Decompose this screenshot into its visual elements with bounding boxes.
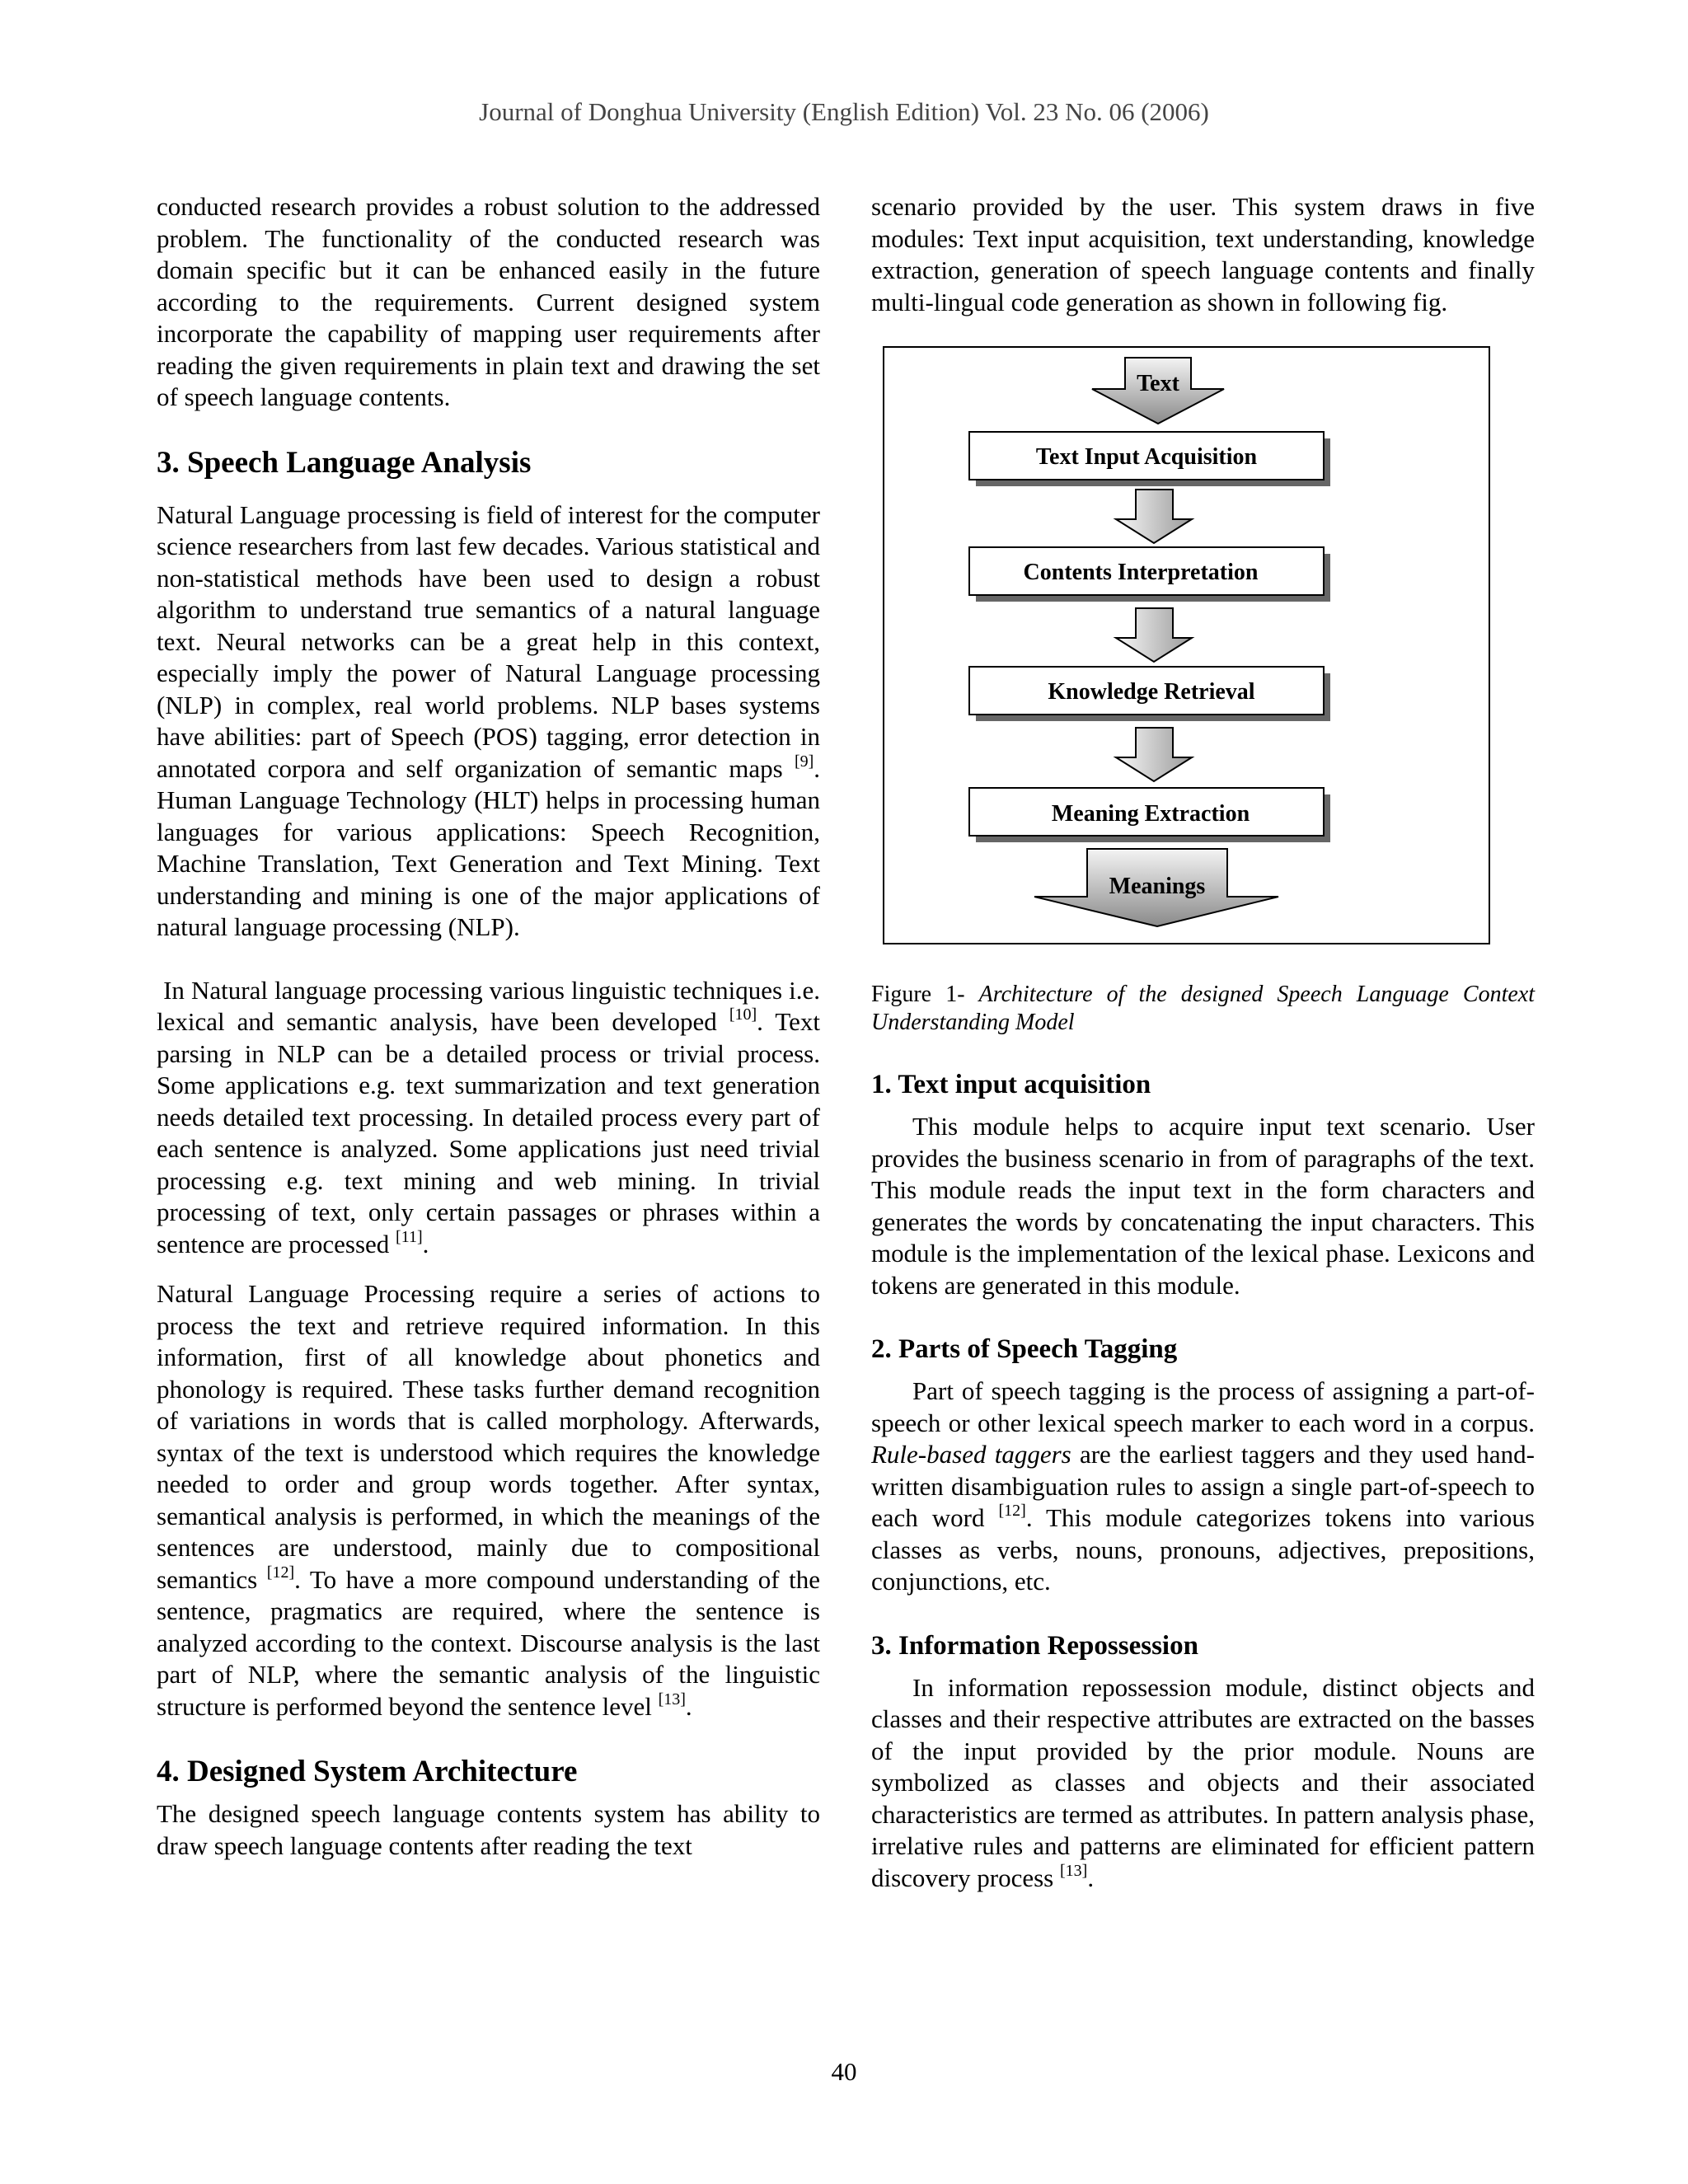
output-meanings-label: Meanings — [1109, 874, 1206, 899]
paragraph-intro-continued: conducted research provides a robust solution to the addressed problem. The functionality of the conducted research was domain specific but it can be enhanced easily in the future according to the requirements. Current designed system incorporate the capability of mapping user requirements after reading the given requirements in plain text and drawing the set of speech language contents. — [157, 192, 820, 411]
citation-ref: [9] — [794, 752, 814, 771]
architecture-diagram — [884, 348, 1489, 943]
paragraph-architecture-intro: The designed speech language contents system has ability to draw speech language contents after reading the text — [157, 1799, 820, 1860]
citation-ref: [10] — [729, 1005, 757, 1024]
flow-arrow — [1116, 608, 1192, 662]
text-segment: In Natural language processing various linguistic techniques i.e. lexical and semantic analysis, have been developed — [157, 975, 821, 1036]
module-label: Meaning Extraction — [1051, 801, 1250, 827]
text-segment: In information repossession module, distinct objects and classes and their respective attributes are extracted on the basses of the input provided by the prior module. Nouns are symbolized as classes and objects and their associated characteristics are termed as attributes. In pattern analysis phase, irrelative rules and patterns are eliminated for efficient pattern discovery process — [871, 1672, 1535, 1892]
output-meanings-arrow — [1034, 849, 1278, 926]
text-segment: are the earliest taggers and they used hand-written disambiguation rules to assign a single part-of-speech to each word — [871, 1440, 1535, 1532]
module-box-meaning-extraction — [969, 788, 1330, 842]
architecture-figure — [883, 346, 1490, 944]
paragraph-nlp-overview — [157, 499, 820, 944]
italic-term: Rule-based taggers — [871, 1440, 1071, 1469]
module-label: Contents Interpretation — [1023, 560, 1259, 585]
text-segment: . Human Language Technology (HLT) helps in processing human languages for various applications: Speech Recognition, Machine Translation, Text Generation and Text Mining. Text understanding and mining is one of the major applications of natural language processing (NLP). — [157, 753, 821, 941]
journal-header: Journal of Donghua University (English Edition) Vol. 23 No. 06 (2006) — [479, 97, 1209, 126]
subsection-heading-text-input-acquisition: 1. Text input acquisition — [871, 1070, 1151, 1099]
module-box-contents-interpretation — [969, 547, 1330, 602]
paragraph-information-repossession — [871, 1672, 1535, 1895]
caption-prefix: Figure 1- — [871, 982, 979, 1007]
paragraph-architecture-continued: scenario provided by the user. This system draws in five modules: Text input acquisition, text understanding, knowledge extraction, generation of speech language contents and finally multi-lingual code generation as shown in following fig. — [871, 192, 1535, 316]
text-segment: . This module categorizes tokens into various classes as verbs, nouns, pronouns, adjectives, prepositions, conjunctions, etc. — [871, 1503, 1535, 1596]
text-segment: . — [685, 1691, 692, 1721]
text-segment: Natural Language processing is field of interest for the computer science researchers from last few decades. Various statistical and non-statistical methods have been used to design a robust algorithm to understand true semantics of a natural language text. Neural networks can be a great help in this context, especially imply the power of Natural Language processing (NLP) in complex, real world problems. NLP bases systems have abilities: part of Speech (POS) tagging, error detection in annotated corpora and self organization of semantic maps — [157, 499, 820, 783]
paragraph-linguistic-techniques — [157, 975, 820, 1261]
subsection-heading-parts-of-speech-tagging: 2. Parts of Speech Tagging — [871, 1334, 1178, 1364]
citation-ref: [12] — [998, 1502, 1026, 1520]
citation-ref: [13] — [658, 1690, 686, 1708]
input-text-label: Text — [1137, 371, 1179, 396]
module-label: Text Input Acquisition — [1035, 444, 1258, 470]
flow-arrow — [1116, 728, 1192, 781]
text-segment: . Text parsing in NLP can be a detailed process or trivial process. Some applications e.g. text summarization and text generation needs detailed text processing. In detailed process every part of each sentence is analyzed. Some applications just need trivial processing e.g. text mining and web mining. In trivial processing of text, only certain passages or phrases within a sentence are processed — [157, 1007, 821, 1258]
citation-ref: [12] — [266, 1563, 295, 1582]
text-segment: Natural Language Processing require a series of actions to process the text and retrieve required information. In this information, first of all knowledge about phonetics and phonology is required. These tasks further demand recognition of variations in words that is called morphology. Afterwards, syntax of the text is understood which requires the knowledge needed to order and group words together. After syntax, semantical analysis is performed, in which the meanings of the sentences are understood, mainly due to compositional semantics — [157, 1279, 820, 1594]
module-label: Knowledge Retrieval — [1048, 679, 1255, 705]
text-segment: . To have a more compound understanding of the sentence, pragmatics are required, where the sentence is analyzed according to the context. Discourse analysis is the last part of NLP, where the semantic analysis of the linguistic structure is performed beyond the sentence level — [157, 1564, 820, 1721]
left-column — [157, 191, 820, 1862]
section-heading-speech-language-analysis: 3. Speech Language Analysis — [157, 445, 532, 480]
paragraph-pos-tagging — [871, 1376, 1535, 1598]
text-segment: . — [1087, 1863, 1095, 1892]
text-segment: Part of speech tagging is the process of assigning a part-of-speech or other lexical speech marker to each word in a corpus. — [871, 1376, 1535, 1437]
citation-ref: [11] — [396, 1227, 423, 1246]
subsection-heading-information-repossession: 3. Information Repossession — [871, 1630, 1198, 1661]
paragraph-text-input-acquisition: This module helps to acquire input text scenario. User provides the business scenario in from of paragraphs of the text. This module reads the input text in the form characters and generates the words by concatenating the input characters. This module is the implementation of the lexical phase. Lexicons and tokens are generated in this module. — [871, 1112, 1535, 1300]
page-number: 40 — [831, 2057, 857, 2086]
input-text-arrow — [1092, 358, 1224, 424]
module-box-text-input-acquisition — [969, 432, 1330, 486]
right-column — [871, 191, 1535, 1894]
section-heading-designed-system-architecture: 4. Designed System Architecture — [157, 1755, 578, 1788]
flow-arrow — [1116, 490, 1192, 543]
caption-text: Architecture of the designed Speech Language Context Understanding Model — [871, 982, 1535, 1035]
paragraph-nlp-actions — [157, 1278, 820, 1722]
module-box-knowledge-retrieval — [969, 667, 1330, 721]
figure-caption — [871, 981, 1535, 1037]
citation-ref: [13] — [1060, 1861, 1088, 1880]
text-segment: . — [422, 1229, 429, 1258]
